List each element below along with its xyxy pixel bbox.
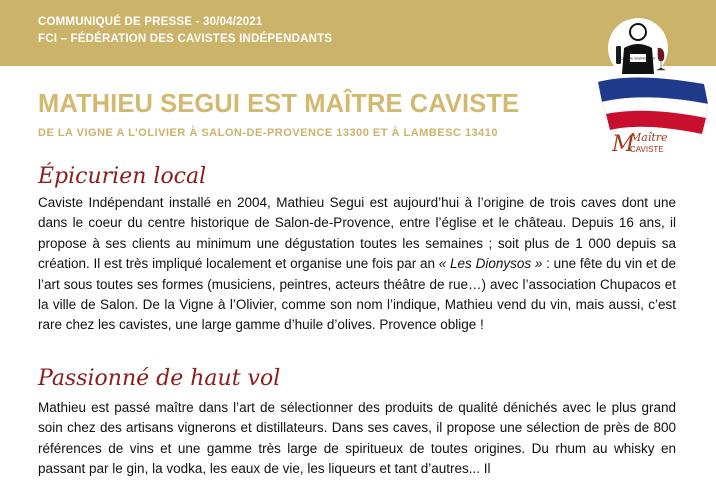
section-paragraph-passionne: Mathieu est passé maître dans l’art de sélectionner des produits de qualité dénichés avec le plus grand soin chez des artisans vignerons et distillateurs. Dans ses caves, il propose une sélection de près de 800 références de vins et une gamme très large de spiritueux de toutes origines. Du rhum au whisky en passant par le gin, la vodka, les eaux de vie, les liqueurs et tant d’autres... Il (38, 400, 676, 477)
page-subtitle: DE LA VIGNE A L’OLIVIER À SALON-DE-PROVENCE 13300 ET À LAMBESC 13410 (38, 127, 499, 139)
page-title: MATHIEU SEGUI EST MAÎTRE CAVISTE (38, 90, 520, 118)
maitre-caviste-logo (594, 8, 712, 160)
paragraph-text: Caviste Indépendant installé en 2004, Mathieu Segui est aujourd’hui à l’origine de trois caves dont une dans le coeur du centre historique de Salon-de-Provence, entre l’église et le château. Depuis 16 ans, il propose à ses clients au minimum une dégustation toutes les semaines ; soit plus de 1 000 depuis sa création. Il est très impliqué localement et organise une fois par an (38, 195, 676, 272)
press-release-date: COMMUNIQUÉ DE PRESSE - 30/04/2021 (38, 16, 263, 28)
logo-word-maitre: Maître (630, 131, 668, 144)
bottle-icon (616, 46, 621, 64)
paragraph-text: : une fête du vin et de l’art sous toutes ses formes (musiciens, peintres, acteurs théâtre de rue…) avec l’association Chupacos et la ville de Salon. De la Vigne à l’Olivier, comme son nom l’indique, Mathieu vend du vin, mais aussi, c’est rare chez les cavistes, une large gamme d’huile d’olives. Provence oblige ! (38, 256, 676, 333)
logo-tagline: CAVISTE INDÉPENDANT (620, 56, 656, 61)
logo-word-caviste: CAVISTE (630, 145, 664, 154)
federation-name: FCI – FÉDÉRATION DES CAVISTES INDÉPENDANTS (38, 33, 333, 45)
event-name-italic: « Les Dionysos » (438, 256, 543, 272)
logo-m-initial: M (612, 132, 635, 157)
section-paragraph-epicurien (38, 193, 676, 336)
caviste-head (630, 24, 646, 40)
section-title-passionne: Passionné de haut vol (38, 366, 281, 391)
section-title-epicurien: Épicurien local (38, 164, 207, 189)
